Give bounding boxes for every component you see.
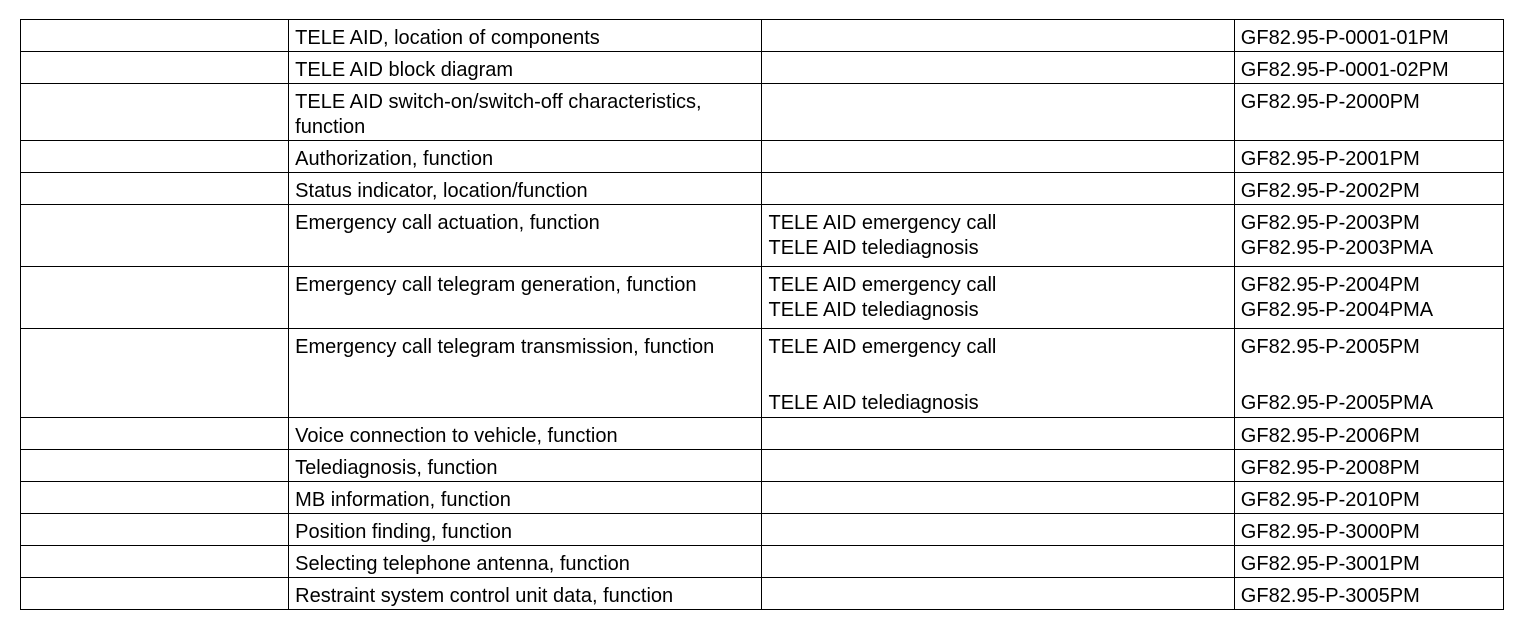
doc-reference-link[interactable]: GF82.95-P-3001PM [1240, 553, 1420, 575]
empty-cell [21, 514, 289, 546]
component-cell [762, 418, 1234, 450]
reference-cell [1234, 84, 1503, 141]
document-table [20, 19, 1504, 610]
doc-reference-link[interactable]: GF82.95-P-2005PMA [1240, 392, 1434, 414]
doc-reference-link[interactable]: GF82.95-P-3005PM [1240, 585, 1420, 607]
row-title: Restraint system control unit data, function [295, 585, 674, 607]
component-cell [762, 482, 1234, 514]
empty-cell [21, 546, 289, 578]
table-row [21, 141, 1504, 173]
table-row [21, 173, 1504, 205]
reference-cell [1234, 418, 1503, 450]
doc-reference-link[interactable]: GF82.95-P-2003PMA [1240, 237, 1434, 259]
doc-reference-link[interactable]: GF82.95-P-2006PM [1240, 425, 1420, 447]
row-title: Position finding, function [295, 521, 512, 543]
reference-cell [1234, 514, 1503, 546]
table-body [21, 20, 1504, 610]
title-cell [289, 267, 762, 329]
component-cell [762, 52, 1234, 84]
title-cell [289, 578, 762, 610]
doc-reference-link[interactable]: GF82.95-P-2005PM [1240, 336, 1420, 358]
table-row [21, 514, 1504, 546]
table-row [21, 20, 1504, 52]
component-name: TELE AID telediagnosis [768, 392, 979, 414]
component-cell [762, 329, 1234, 418]
title-cell [289, 546, 762, 578]
title-cell [289, 329, 762, 418]
reference-cell [1234, 52, 1503, 84]
row-title: TELE AID switch-on/switch-off characteristics, function [295, 91, 702, 138]
component-name: TELE AID emergency call [768, 212, 997, 234]
doc-reference-link[interactable]: GF82.95-P-2000PM [1240, 91, 1420, 113]
empty-cell [21, 20, 289, 52]
row-title: Authorization, function [295, 148, 494, 170]
doc-reference-link[interactable]: GF82.95-P-2004PMA [1240, 299, 1434, 321]
component-name: TELE AID telediagnosis [768, 299, 979, 321]
doc-reference-link[interactable]: GF82.95-P-2003PM [1240, 212, 1420, 234]
component-name: TELE AID emergency call [768, 336, 997, 358]
empty-cell [21, 84, 289, 141]
doc-reference-link[interactable]: GF82.95-P-0001-01PM [1240, 27, 1449, 49]
doc-reference-link[interactable]: GF82.95-P-3000PM [1240, 521, 1420, 543]
doc-reference-link[interactable]: GF82.95-P-2004PM [1240, 274, 1420, 296]
table-row [21, 205, 1504, 267]
row-title: TELE AID block diagram [295, 59, 514, 81]
doc-reference-link[interactable]: GF82.95-P-2010PM [1240, 489, 1420, 511]
table-row [21, 52, 1504, 84]
doc-reference-link[interactable]: GF82.95-P-2002PM [1240, 180, 1420, 202]
doc-reference-link[interactable]: GF82.95-P-0001-02PM [1240, 59, 1449, 81]
doc-reference-link[interactable]: GF82.95-P-2008PM [1240, 457, 1420, 479]
table-row [21, 267, 1504, 329]
title-cell [289, 514, 762, 546]
table-row [21, 546, 1504, 578]
component-cell [762, 205, 1234, 267]
title-cell [289, 20, 762, 52]
component-cell [762, 173, 1234, 205]
reference-cell [1234, 578, 1503, 610]
title-cell [289, 482, 762, 514]
doc-reference-link[interactable]: GF82.95-P-2001PM [1240, 148, 1420, 170]
reference-cell [1234, 205, 1503, 267]
component-cell [762, 546, 1234, 578]
title-cell [289, 84, 762, 141]
reference-cell [1234, 173, 1503, 205]
title-cell [289, 205, 762, 267]
row-title: Emergency call actuation, function [295, 212, 600, 234]
empty-cell [21, 141, 289, 173]
row-title: Telediagnosis, function [295, 457, 498, 479]
component-name: TELE AID telediagnosis [768, 237, 979, 259]
component-cell [762, 84, 1234, 141]
title-cell [289, 173, 762, 205]
component-cell [762, 578, 1234, 610]
empty-cell [21, 205, 289, 267]
reference-cell [1234, 141, 1503, 173]
empty-cell [21, 173, 289, 205]
empty-cell [21, 578, 289, 610]
row-title: MB information, function [295, 489, 511, 511]
title-cell [289, 52, 762, 84]
empty-cell [21, 482, 289, 514]
component-cell [762, 267, 1234, 329]
table-row [21, 578, 1504, 610]
reference-cell [1234, 267, 1503, 329]
empty-cell [21, 329, 289, 418]
row-title: Emergency call telegram transmission, function [295, 336, 715, 358]
row-title: TELE AID, location of components [295, 27, 600, 49]
component-name: TELE AID emergency call [768, 274, 997, 296]
reference-cell [1234, 482, 1503, 514]
component-cell [762, 141, 1234, 173]
empty-cell [21, 267, 289, 329]
title-cell [289, 141, 762, 173]
component-cell [762, 20, 1234, 52]
empty-cell [21, 52, 289, 84]
reference-cell [1234, 450, 1503, 482]
component-cell [762, 514, 1234, 546]
row-title: Emergency call telegram generation, function [295, 274, 697, 296]
title-cell [289, 450, 762, 482]
empty-cell [21, 450, 289, 482]
table-row [21, 482, 1504, 514]
reference-cell [1234, 20, 1503, 52]
row-title: Status indicator, location/function [295, 180, 588, 202]
row-title: Selecting telephone antenna, function [295, 553, 630, 575]
row-title: Voice connection to vehicle, function [295, 425, 618, 447]
table-row [21, 329, 1504, 418]
reference-cell [1234, 546, 1503, 578]
table-row [21, 418, 1504, 450]
component-cell [762, 450, 1234, 482]
title-cell [289, 418, 762, 450]
table-row [21, 84, 1504, 141]
table-row [21, 450, 1504, 482]
empty-cell [21, 418, 289, 450]
reference-cell [1234, 329, 1503, 418]
